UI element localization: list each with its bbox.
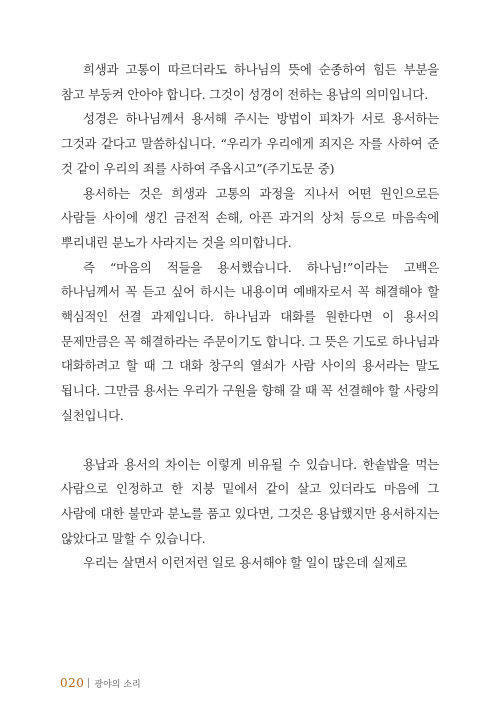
footer-divider bbox=[88, 678, 89, 688]
running-title: 광야의 소리 bbox=[94, 680, 141, 690]
section-break bbox=[61, 429, 439, 453]
page-number: 020 bbox=[60, 676, 85, 690]
paragraph: 용납과 용서의 차이는 이렇게 비유될 수 있습니다. 한솥밥을 먹는 사람으로 인정하고 한 지붕 밑에서 같이 살고 있더라도 마음에 그 사람에 대한 불만과 분노를 품고 있다면, 그것은 용납했지만 용서하지는 않았다고 말할 수 있습니다. bbox=[61, 456, 439, 546]
body-text bbox=[61, 58, 439, 576]
paragraph: 우리는 살면서 이런저런 일로 용서해야 할 일이 많은데 실제로 bbox=[83, 555, 408, 571]
paragraph: 희생과 고통이 따르더라도 하나님의 뜻에 순종하여 힘든 부분을 참고 부둥켜 안아야 합니다. 그것이 성경이 전하는 용납의 의미입니다. bbox=[61, 62, 439, 102]
paragraph: 용서하는 것은 희생과 고통의 과정을 지나서 어떤 원인으로든 사람들 사이에 생긴 금전적 손해, 아픈 과거의 상처 등으로 마음속에 뿌리내린 분노가 사라지는 것을 의미합니다. bbox=[61, 185, 439, 250]
paragraph: 즉 “마음의 적들을 용서했습니다. 하나님!”이라는 고백은 하나님께서 꼭 듣고 싶어 하시는 내용이며 예배자로서 꼭 해결해야 할 핵심적인 선결 과제입니다. 하나님과 대화를 원한다면 이 용서의 문제만큼은 꼭 해결하라는 주문이기도 합니다. 그 뜻은 기도로 하나님과 대화하려고 할 때 그 대화 창구의 열쇠가 사람 사이의 용서라는 말도 됩니다. 그만큼 용서는 우리가 구원을 향해 갈 때 꼭 선결해야 할 사랑의 실천입니다. bbox=[61, 259, 439, 423]
page-footer bbox=[60, 676, 141, 690]
paragraph: 성경은 하나님께서 용서해 주시는 방법이 피차가 서로 용서하는 그것과 같다고 말씀하십니다. “우리가 우리에게 죄지은 자를 사하여 준 것 같이 우리의 죄를 사하여 주옵시고”(주기도문 중) bbox=[61, 111, 439, 176]
